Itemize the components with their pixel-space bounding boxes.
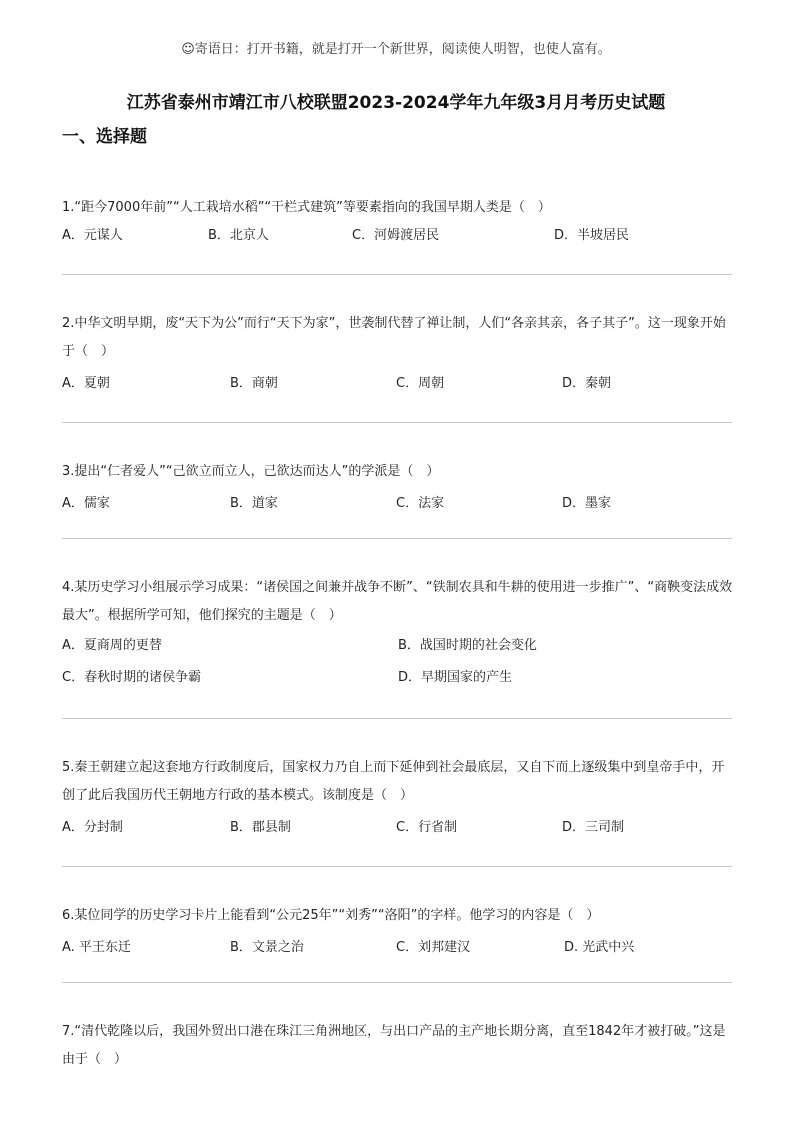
divider	[62, 274, 732, 275]
question-2	[62, 310, 734, 398]
question-stem: 6.某位同学的历史学习卡片上能看到“公元25年”“刘秀”“洛阳”的字样。他学习的内容是（ ）	[62, 908, 600, 923]
options-row	[62, 222, 734, 250]
question-stem: 5.秦王朝建立起这套地方行政制度后，国家权力乃自上而下延伸到社会最底层，又自下而上逐级集中到皇帝手中，开创了此后我国历代王朝地方行政的基本模式。该制度是（ ）	[62, 760, 725, 803]
question-stem: 4.某历史学习小组展示学习成果：“诸侯国之间兼并战争不断”、“铁制农具和牛耕的使用进一步推广”、“商鞅变法成效最大”。根据所学可知，他们探究的主题是（ ）	[62, 580, 733, 623]
option-c[interactable]: C．春秋时期的诸侯争霸	[62, 670, 202, 685]
option-b[interactable]: B．道家	[230, 496, 278, 511]
question-7	[62, 1018, 734, 1074]
question-stem: 1.“距今7000年前”“人工栽培水稻”“干栏式建筑”等要素指向的我国早期人类是（ ）	[62, 200, 551, 215]
option-a[interactable]: A．元谋人	[62, 228, 123, 243]
option-b[interactable]: B．战国时期的社会变化	[398, 638, 537, 653]
question-5	[62, 754, 734, 842]
option-d[interactable]: D．墨家	[562, 496, 612, 511]
option-b[interactable]: B．北京人	[208, 228, 269, 243]
document-title: 江苏省泰州市靖江市八校联盟2023-2024学年九年级3月月考历史试题	[126, 93, 666, 113]
option-c[interactable]: C．刘邦建汉	[396, 940, 471, 955]
option-d[interactable]: D．秦朝	[562, 376, 612, 391]
question-4	[62, 574, 734, 694]
divider	[62, 718, 732, 719]
option-b[interactable]: B．郡县制	[230, 820, 291, 835]
motto-text: ☺寄语日：打开书籍，就是打开一个新世界，阅读使人明智，也使人富有。	[181, 42, 611, 57]
options-row	[62, 814, 734, 842]
question-1	[62, 194, 734, 250]
question-stem: 3.提出“仁者爱人”“己欲立而立人，己欲达而达人”的学派是（ ）	[62, 464, 440, 479]
option-d[interactable]: D. 光武中兴	[564, 940, 635, 955]
question-stem: 7.“清代乾隆以后，我国外贸出口港在珠江三角洲地区，与出口产品的主产地长期分离，直至1842年才被打破。”这是由于（ ）	[62, 1024, 726, 1067]
options-row	[62, 370, 734, 398]
option-a[interactable]: A．夏商周的更替	[62, 638, 162, 653]
option-d[interactable]: D．半坡居民	[554, 228, 630, 243]
option-b[interactable]: B．商朝	[230, 376, 278, 391]
options-row	[62, 662, 734, 694]
option-a[interactable]: A. 平王东迁	[62, 940, 131, 955]
divider	[62, 866, 732, 867]
option-c[interactable]: C．行省制	[396, 820, 458, 835]
option-c[interactable]: C．周朝	[396, 376, 445, 391]
option-c[interactable]: C．河姆渡居民	[352, 228, 440, 243]
divider	[62, 538, 732, 539]
option-c[interactable]: C．法家	[396, 496, 445, 511]
option-d[interactable]: D．三司制	[562, 820, 625, 835]
option-a[interactable]: A．夏朝	[62, 376, 110, 391]
options-row	[62, 630, 734, 662]
option-a[interactable]: A．分封制	[62, 820, 123, 835]
options-row	[62, 490, 734, 518]
option-b[interactable]: B．文景之治	[230, 940, 304, 955]
divider	[62, 982, 732, 983]
options-row	[62, 934, 734, 962]
section-title: 一、选择题	[62, 127, 147, 147]
question-stem: 2.中华文明早期，废“天下为公”而行“天下为家”，世袭制代替了禅让制，人们“各亲其亲，各子其子”。这一现象开始于（ ）	[62, 316, 726, 359]
divider	[62, 422, 732, 423]
option-a[interactable]: A．儒家	[62, 496, 110, 511]
option-d[interactable]: D．早期国家的产生	[398, 670, 513, 685]
question-3	[62, 458, 734, 518]
question-6	[62, 902, 734, 962]
